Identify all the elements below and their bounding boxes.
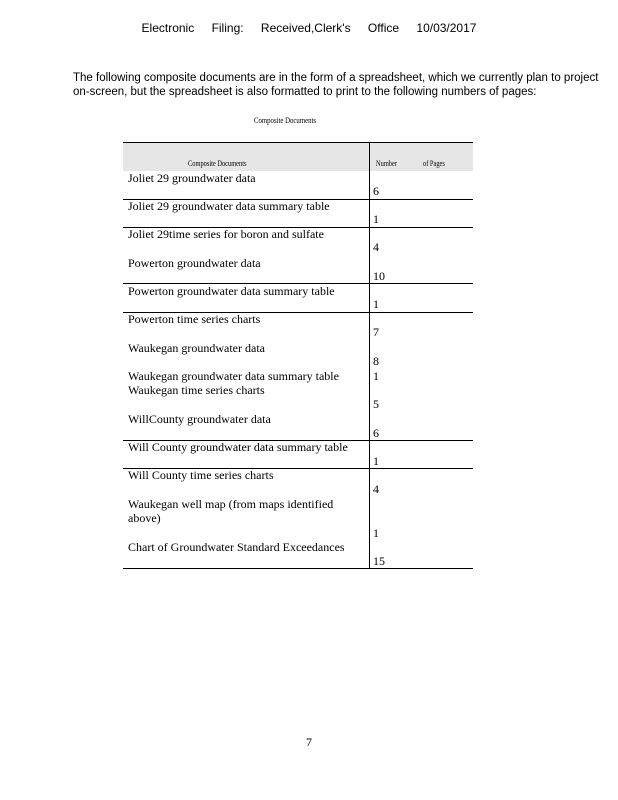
row-document-name: Powerton time series charts bbox=[128, 312, 261, 326]
row-page-count: 1 bbox=[373, 526, 379, 540]
filing-header bbox=[0, 21, 618, 35]
table-bottom-rule bbox=[123, 568, 473, 569]
row-document-name: Joliet 29 groundwater data bbox=[128, 171, 256, 185]
table-top-rule bbox=[123, 142, 473, 143]
column-divider bbox=[369, 142, 370, 569]
row-document-name: Powerton groundwater data summary table bbox=[128, 284, 335, 298]
row-page-count: 6 bbox=[373, 184, 379, 198]
row-page-count: 5 bbox=[373, 397, 379, 411]
header-received: Received,Clerk's bbox=[260, 21, 351, 35]
row-document-name: WillCounty groundwater data bbox=[128, 412, 271, 426]
row-document-name: Waukegan groundwater data bbox=[128, 341, 265, 355]
column-header-number: Number bbox=[376, 159, 397, 168]
table-caption: Composite Documents bbox=[253, 116, 317, 125]
row-page-count: 1 bbox=[373, 212, 379, 226]
row-page-count: 8 bbox=[373, 354, 379, 368]
header-electronic: Electronic bbox=[141, 21, 195, 35]
table-header-background bbox=[123, 142, 473, 171]
header-office: Office bbox=[367, 21, 400, 35]
row-page-count: 4 bbox=[373, 482, 379, 496]
row-page-count: 1 bbox=[373, 297, 379, 311]
header-date: 10/03/2017 bbox=[416, 21, 477, 35]
row-document-name: Will County groundwater data summary table bbox=[128, 440, 348, 454]
row-page-count: 15 bbox=[373, 554, 385, 568]
row-page-count: 6 bbox=[373, 426, 379, 440]
row-document-name: Joliet 29 groundwater data summary table bbox=[128, 199, 330, 213]
row-page-count: 4 bbox=[373, 240, 379, 254]
row-document-name: Powerton groundwater data bbox=[128, 256, 261, 270]
row-document-name: Will County time series charts bbox=[128, 468, 274, 482]
composite-documents-table bbox=[123, 142, 473, 569]
column-header-documents: Composite Documents bbox=[188, 159, 247, 168]
row-page-count: 10 bbox=[373, 269, 385, 283]
row-document-name: Waukegan well map (from maps identified above) bbox=[128, 497, 334, 525]
row-document-name: Waukegan time series charts bbox=[128, 383, 265, 397]
row-document-name: Joliet 29time series for boron and sulfate bbox=[128, 227, 324, 241]
row-document-name: Waukegan groundwater data summary table bbox=[128, 369, 339, 383]
page-number: 7 bbox=[306, 735, 312, 749]
row-page-count: 1 bbox=[373, 454, 379, 468]
intro-paragraph: The following composite documents are in the form of a spreadsheet, which we currently plan to project on-screen, but the spreadsheet is also formatted to print to the following numbers of pages: bbox=[73, 72, 599, 98]
row-page-count: 1 bbox=[373, 369, 379, 383]
column-header-pages: of Pages bbox=[423, 159, 445, 168]
header-filing: Filing: bbox=[211, 21, 244, 35]
row-page-count: 7 bbox=[373, 325, 379, 339]
row-document-name: Chart of Groundwater Standard Exceedances bbox=[128, 540, 345, 554]
